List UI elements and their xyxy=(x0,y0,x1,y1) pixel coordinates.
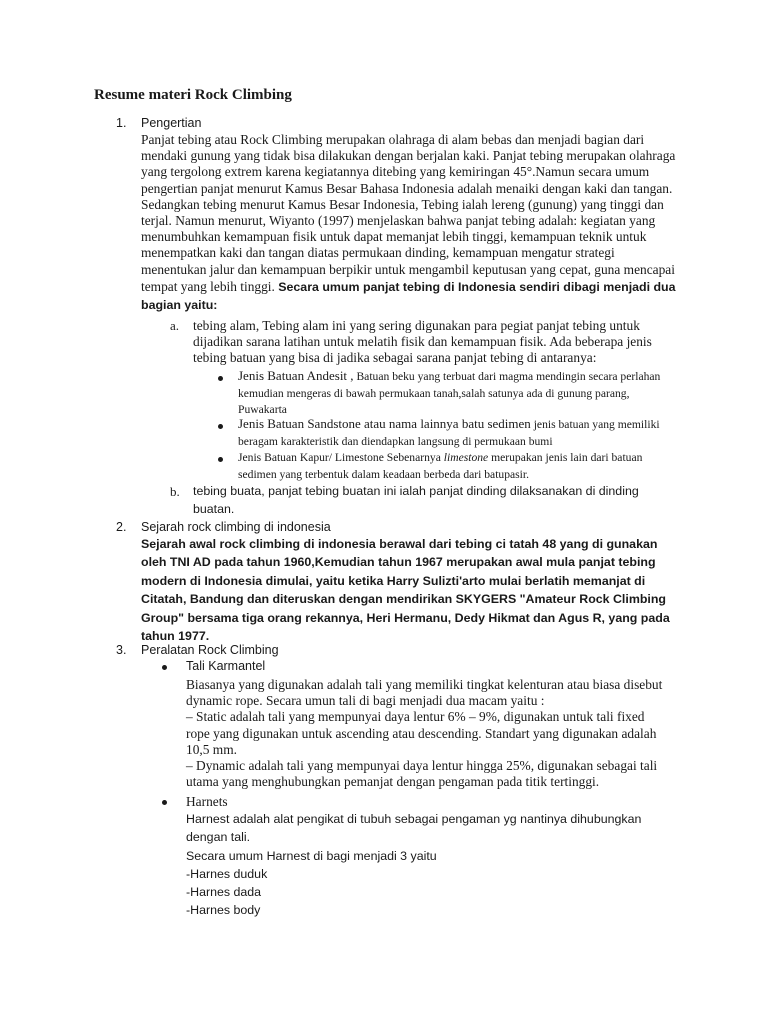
section-2-number: 2. xyxy=(116,520,127,534)
item-a-label: a. xyxy=(170,318,180,333)
tali-description: Biasanya yang digunakan adalah tali yang memiliki tingkat kelenturan atau biasa disebut dynamic rope. Secara umun tali di bagi menjadi dua macam yaitu : – Static adalah tali yang mempunyai daya lentur 6% – 9%, digunakan untuk tali fixed rope yang digunakan untuk ascending atau descending. Standart yang digunakan adalah 10,5 mm. – Dynamic adalah tali yang mempunyai daya lentur hingga 25%, digunakan sebagai tali utama yang menghubungkan pemanjat dengan pengaman pada titik tertinggi. xyxy=(186,677,663,790)
section-1-title: Pengertian xyxy=(141,116,202,130)
section-1-bold-text: Secara umum panjat tebing di Indonesia sendiri dibagi menjadi dua bagian yaitu: xyxy=(141,279,676,313)
bullet-icon xyxy=(218,376,223,381)
item-b-label: b. xyxy=(170,484,180,499)
harnes-heading: Harnets xyxy=(186,794,228,809)
rock-sandstone: Jenis Batuan Sandstone atau nama lainnya batu sedimen jenis batuan yang memiliki beragam karakteristik dan diendapkan langsung di permukaan bumi xyxy=(238,416,660,448)
item-b-text: tebing buata, panjat tebing buatan ini ialah panjat dinding dilaksanakan di dinding buatan. xyxy=(193,484,639,517)
section-1-paragraph xyxy=(141,132,677,315)
rock-andesit: Jenis Batuan Andesit , Batuan beku yang terbuat dari magma mendingin secara perlahan kemudian mengeras di bawah permukaan tanah,salah satunya ada di gunung parang, Puwakarta xyxy=(238,368,661,416)
rock-limestone: Jenis Batuan Kapur/ Limestone Sebenarnya limestone merupakan jenis lain dari batuan sedimen yang terbentuk dalam keadaan berbeda dari batupasir. xyxy=(238,451,643,481)
section-3-number: 3. xyxy=(116,643,127,657)
section-1-number: 1. xyxy=(116,116,127,130)
document-title: Resume materi Rock Climbing xyxy=(94,87,292,103)
bullet-icon xyxy=(162,800,167,805)
item-a-text: tebing alam, Tebing alam ini yang sering digunakan para pegiat panjat tebing untuk dijadikan sarana latihan untuk melatih fisik dan kemampuan fisik. Ada beberapa jenis tebing batuan yang bisa di jadika sebagai sarana panjat tebing di antaranya: xyxy=(193,318,652,366)
section-3-title: Peralatan Rock Climbing xyxy=(141,643,279,657)
harnes-type: -Harnes dada xyxy=(186,885,262,900)
harnes-type: -Harnes duduk xyxy=(186,866,268,881)
section-2-paragraph: Sejarah awal rock climbing di indonesia berawal dari tebing ci tatah 48 yang di gunakan oleh TNI AD pada tahun 1960,Kemudian tahun 1967 merupakan awal mula panjat tebing modern di Indonesia dimulai, yaitu ketika Harry Sulizti'arto mulai berlatih memanjat di Citatah, Bandung dan diteruskan dengan mendirikan SKYGERS "Amateur Rock Climbing Group" bersama tiga orang rekannya, Heri Hermanu, Dedy Hikmat dan Agus R, yang pada tahun 1977. xyxy=(141,537,670,644)
section-1-text: Panjat tebing atau Rock Climbing merupakan olahraga di alam bebas dan menjadi bagian dari mendaki gunung yang tidak bisa dilakukan dengan berjalan kaki. Panjat tebing merupakan olahraga yang tergolong extrem karena kegiatannya ditebing yang kemiringan 45°.Namun secara umum pengertian panjat menurut Kamus Besar Bahasa Indonesia adalah menaiki dengan kaki dan tangan. Sedangkan tebing menurut Kamus Besar Indonesia, Tebing ialah lereng (gunung) yang tinggi dan terjal. Namun menurut, Wiyanto (1997) menjelaskan bahwa panjat tebing adalah: kegiatan yang menumbuhkan kemampuan fisik untuk dapat memanjat lebih tinggi, kemampuan teknik untuk menempatkan kaki dan tangan diatas permukaan dinding, kemampuan mengatur strategi menentukan jalur dan kemampuan berpikir untuk mengambil keputusan yang cepat, guna mencapai tempat yang lebih tinggi. xyxy=(141,132,676,294)
harnes-type: -Harnes body xyxy=(186,903,261,918)
bullet-icon xyxy=(218,424,223,429)
harnes-description: Harnest adalah alat pengikat di tubuh sebagai pengaman yg nantinya dihubungkan dengan tali. Secara umum Harnest di bagi menjadi 3 yaitu -Harnes duduk -Harnes dada -Harnes body xyxy=(186,810,646,920)
bullet-icon xyxy=(218,457,223,462)
tali-karmantel-heading: Tali Karmantel xyxy=(186,659,266,673)
section-2-title: Sejarah rock climbing di indonesia xyxy=(141,520,331,534)
bullet-icon xyxy=(162,665,167,670)
